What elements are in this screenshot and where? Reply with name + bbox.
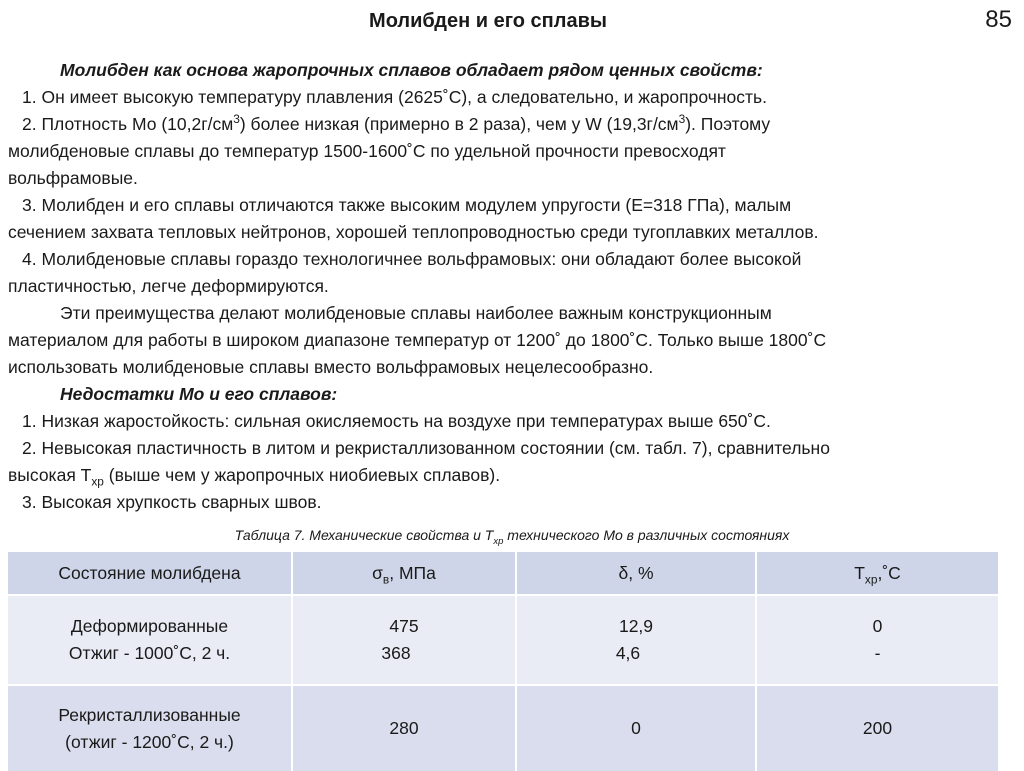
sigma-line-2: 368 — [381, 643, 411, 663]
point-3-line-1: 3. Молибден и его сплавы отличаются также высоким модулем упругости (Е=318 ГПа), малым — [22, 195, 792, 215]
caption-text-b: технического Мо в различных состояниях — [503, 527, 790, 543]
point-2-text-b: ) более низкая (примерно в 2 раза), чем у W (19,3г/см — [239, 114, 679, 134]
superscript: 3 — [678, 112, 686, 127]
intro-heading: Молибден как основа жаропрочных сплавов обладает рядом ценных свойств: — [60, 60, 763, 80]
cell-state — [8, 685, 292, 771]
properties-table — [8, 552, 998, 771]
delta-line-1: 12,9 — [618, 616, 654, 636]
delta-line-2: 4,6 — [615, 643, 641, 663]
table-row — [8, 685, 998, 771]
point-2-text-a: 2. Плотность Мо (10,2г/см — [22, 114, 234, 134]
cell-state — [8, 595, 292, 685]
state-line-2: (отжиг - 1200˚С, 2 ч.) — [65, 731, 234, 752]
header-delta: δ, % — [516, 552, 756, 595]
cell-sigma: 280 — [292, 685, 516, 771]
page-number: 85 — [985, 6, 1012, 33]
table-header-row — [8, 552, 998, 595]
header-sigma-sub: в — [382, 572, 390, 586]
header-t-sub: хр — [864, 572, 878, 586]
header-t — [756, 552, 998, 595]
summary-line-2: материалом для работы в широком диапазоне температур от 1200˚ до 1800˚С. Только выше 1800˚С — [8, 330, 827, 350]
point-3-line-2: сечением захвата тепловых нейтронов, хорошей теплопроводностью среди тугоплавких металлов. — [8, 222, 819, 242]
body-text — [8, 57, 1008, 516]
summary-line-3: использовать молибденовые сплавы вместо вольфрамовых нецелесообразно. — [8, 357, 654, 377]
point-2-line-1 — [8, 111, 1008, 138]
cell-delta: 0 — [516, 685, 756, 771]
summary-line-1: Эти преимущества делают молибденовые сплавы наиболее важным конструкционным — [60, 303, 772, 323]
caption-subscript: хр — [493, 535, 504, 547]
state-line-1: Деформированные — [70, 616, 229, 636]
disadvantage-1: 1. Низкая жаростойкость: сильная окисляемость на воздухе при температурах выше 650˚С. — [22, 411, 771, 431]
disadvantages-heading: Недостатки Мо и его сплавов: — [60, 384, 338, 404]
t-line-1: 0 — [872, 616, 883, 636]
header-sigma-unit: , МПа — [389, 562, 436, 583]
disadvantage-2-line-1: 2. Невысокая пластичность в литом и рекристаллизованном состоянии (см. табл. 7), сравнительно — [22, 438, 830, 458]
disadvantage-3: 3. Высокая хрупкость сварных швов. — [22, 492, 322, 512]
disadvantage-2-text-b: (выше чем у жаропрочных ниобиевых сплавов). — [103, 465, 501, 485]
cell-delta — [516, 595, 756, 685]
header-t-symbol: Т — [854, 562, 865, 583]
point-2-text-c: ). Поэтому — [685, 114, 771, 134]
t-line-2: - — [874, 643, 881, 663]
caption-text-a: Таблица 7. Механические свойства и Т — [234, 527, 494, 543]
sigma-line-1: 475 — [389, 616, 419, 636]
point-1: 1. Он имеет высокую температуру плавления (2625˚С), а следовательно, и жаропрочность. — [22, 87, 767, 107]
state-line-1: Рекристаллизованные — [58, 704, 241, 725]
disadvantage-2-text-a: высокая Т — [8, 465, 92, 485]
point-4-line-2: пластичностью, легче деформируются. — [8, 276, 329, 296]
cell-sigma — [292, 595, 516, 685]
cell-t — [756, 595, 998, 685]
header-sigma-symbol: σ — [372, 562, 383, 583]
superscript: 3 — [233, 112, 240, 127]
point-2-line-2: молибденовые сплавы до температур 1500-1600˚С по удельной прочности превосходят — [8, 141, 726, 161]
point-2-line-3: вольфрамовые. — [8, 168, 138, 188]
header-t-unit: ,˚С — [877, 562, 901, 583]
table-caption — [0, 527, 1024, 547]
disadvantage-2-line-2 — [8, 462, 1008, 489]
table-row — [8, 595, 998, 685]
cell-t: 200 — [756, 685, 998, 771]
state-line-2: Отжиг - 1000˚С, 2 ч. — [68, 643, 231, 663]
point-4-line-1: 4. Молибденовые сплавы гораздо технологичнее вольфрамовых: они обладают более высокой — [22, 249, 802, 269]
header-sigma — [292, 552, 516, 595]
header-state: Состояние молибдена — [58, 562, 241, 583]
subscript: хр — [91, 474, 104, 489]
slide-title: Молибден и его сплавы — [369, 10, 607, 32]
